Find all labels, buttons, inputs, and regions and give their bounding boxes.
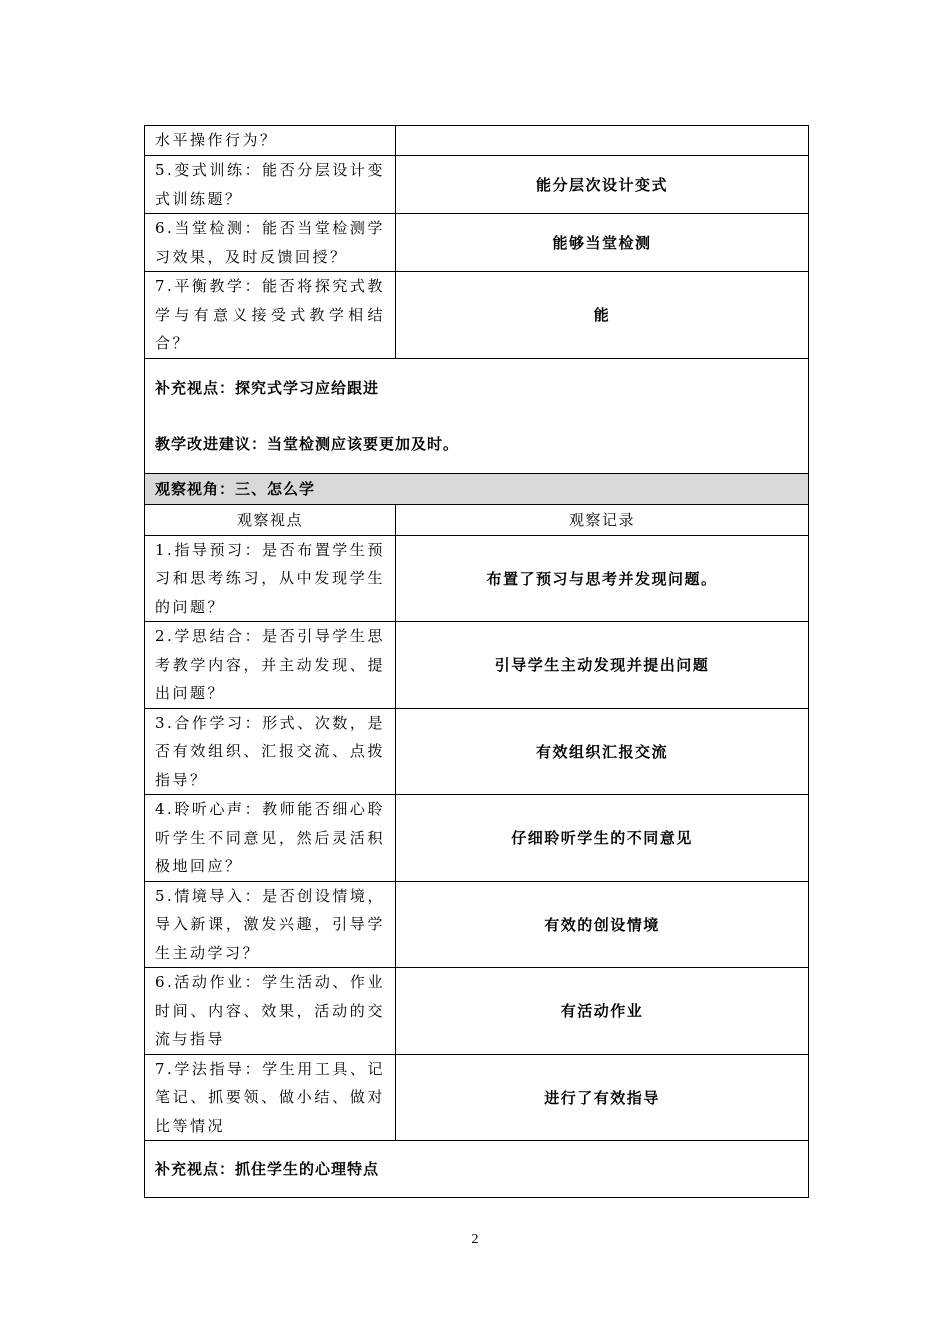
viewpoint-cell: 水平操作行为？ (145, 126, 396, 156)
record-cell: 有活动作业 (396, 968, 809, 1055)
table-row (145, 214, 809, 272)
viewpoint-cell: 3.合作学习：形式、次数，是否有效组织、汇报交流、点拨指导？ (145, 708, 396, 795)
record-cell: 能够当堂检测 (396, 214, 809, 272)
section-heading-row (145, 473, 809, 504)
table-header-row (145, 504, 809, 535)
table-row (145, 272, 809, 359)
viewpoint-cell: 6.活动作业：学生活动、作业时间、内容、效果，活动的交流与指导 (145, 968, 396, 1055)
viewpoint-cell: 5.情境导入：是否创设情境，导入新课，激发兴趣，引导学生主动学习？ (145, 881, 396, 968)
table-row (145, 881, 809, 968)
record-cell: 能 (396, 272, 809, 359)
notes-cell (145, 358, 809, 473)
table-row (145, 708, 809, 795)
record-cell: 仔细聆听学生的不同意见 (396, 795, 809, 882)
record-cell: 有效组织汇报交流 (396, 708, 809, 795)
column-header-record: 观察记录 (396, 504, 809, 535)
improvement-suggestion: 教学改进建议：当堂检测应该要更加及时。 (155, 434, 460, 453)
record-cell: 进行了有效指导 (396, 1054, 809, 1141)
viewpoint-cell: 6.当堂检测：能否当堂检测学习效果，及时反馈回授？ (145, 214, 396, 272)
supplement-viewpoint: 补充视点：抓住学生的心理特点 (155, 1160, 380, 1178)
section-heading: 观察视角：三、怎么学 (145, 473, 809, 504)
column-header-viewpoint: 观察视点 (145, 504, 396, 535)
notes-row (145, 1141, 809, 1198)
viewpoint-cell: 5.变式训练：能否分层设计变式训练题？ (145, 156, 396, 214)
viewpoint-cell: 1.指导预习：是否布置学生预习和思考练习，从中发现学生的问题？ (145, 535, 396, 622)
table-row (145, 622, 809, 709)
record-cell (396, 126, 809, 156)
table-row (145, 968, 809, 1055)
observation-table (144, 125, 809, 1198)
table-row (145, 535, 809, 622)
note-spacer (155, 402, 798, 430)
viewpoint-cell: 7.学法指导：学生用工具、记笔记、抓要领、做小结、做对比等情况 (145, 1054, 396, 1141)
record-cell: 引导学生主动发现并提出问题 (396, 622, 809, 709)
record-cell: 有效的创设情境 (396, 881, 809, 968)
notes-row (145, 358, 809, 473)
record-cell: 能分层次设计变式 (396, 156, 809, 214)
viewpoint-cell: 2.学思结合：是否引导学生思考教学内容，并主动发现、提出问题？ (145, 622, 396, 709)
record-cell: 布置了预习与思考并发现问题。 (396, 535, 809, 622)
supplement-viewpoint: 补充视点：探究式学习应给跟进 (155, 378, 380, 397)
viewpoint-cell: 7.平衡教学：能否将探究式教学与有意义接受式教学相结合？ (145, 272, 396, 359)
table-row (145, 795, 809, 882)
table-row (145, 1054, 809, 1141)
table-row (145, 126, 809, 156)
table-row (145, 156, 809, 214)
notes-cell (145, 1141, 809, 1198)
viewpoint-cell: 4.聆听心声：教师能否细心聆听学生不同意见，然后灵活积极地回应？ (145, 795, 396, 882)
page-number: 2 (471, 1232, 479, 1247)
